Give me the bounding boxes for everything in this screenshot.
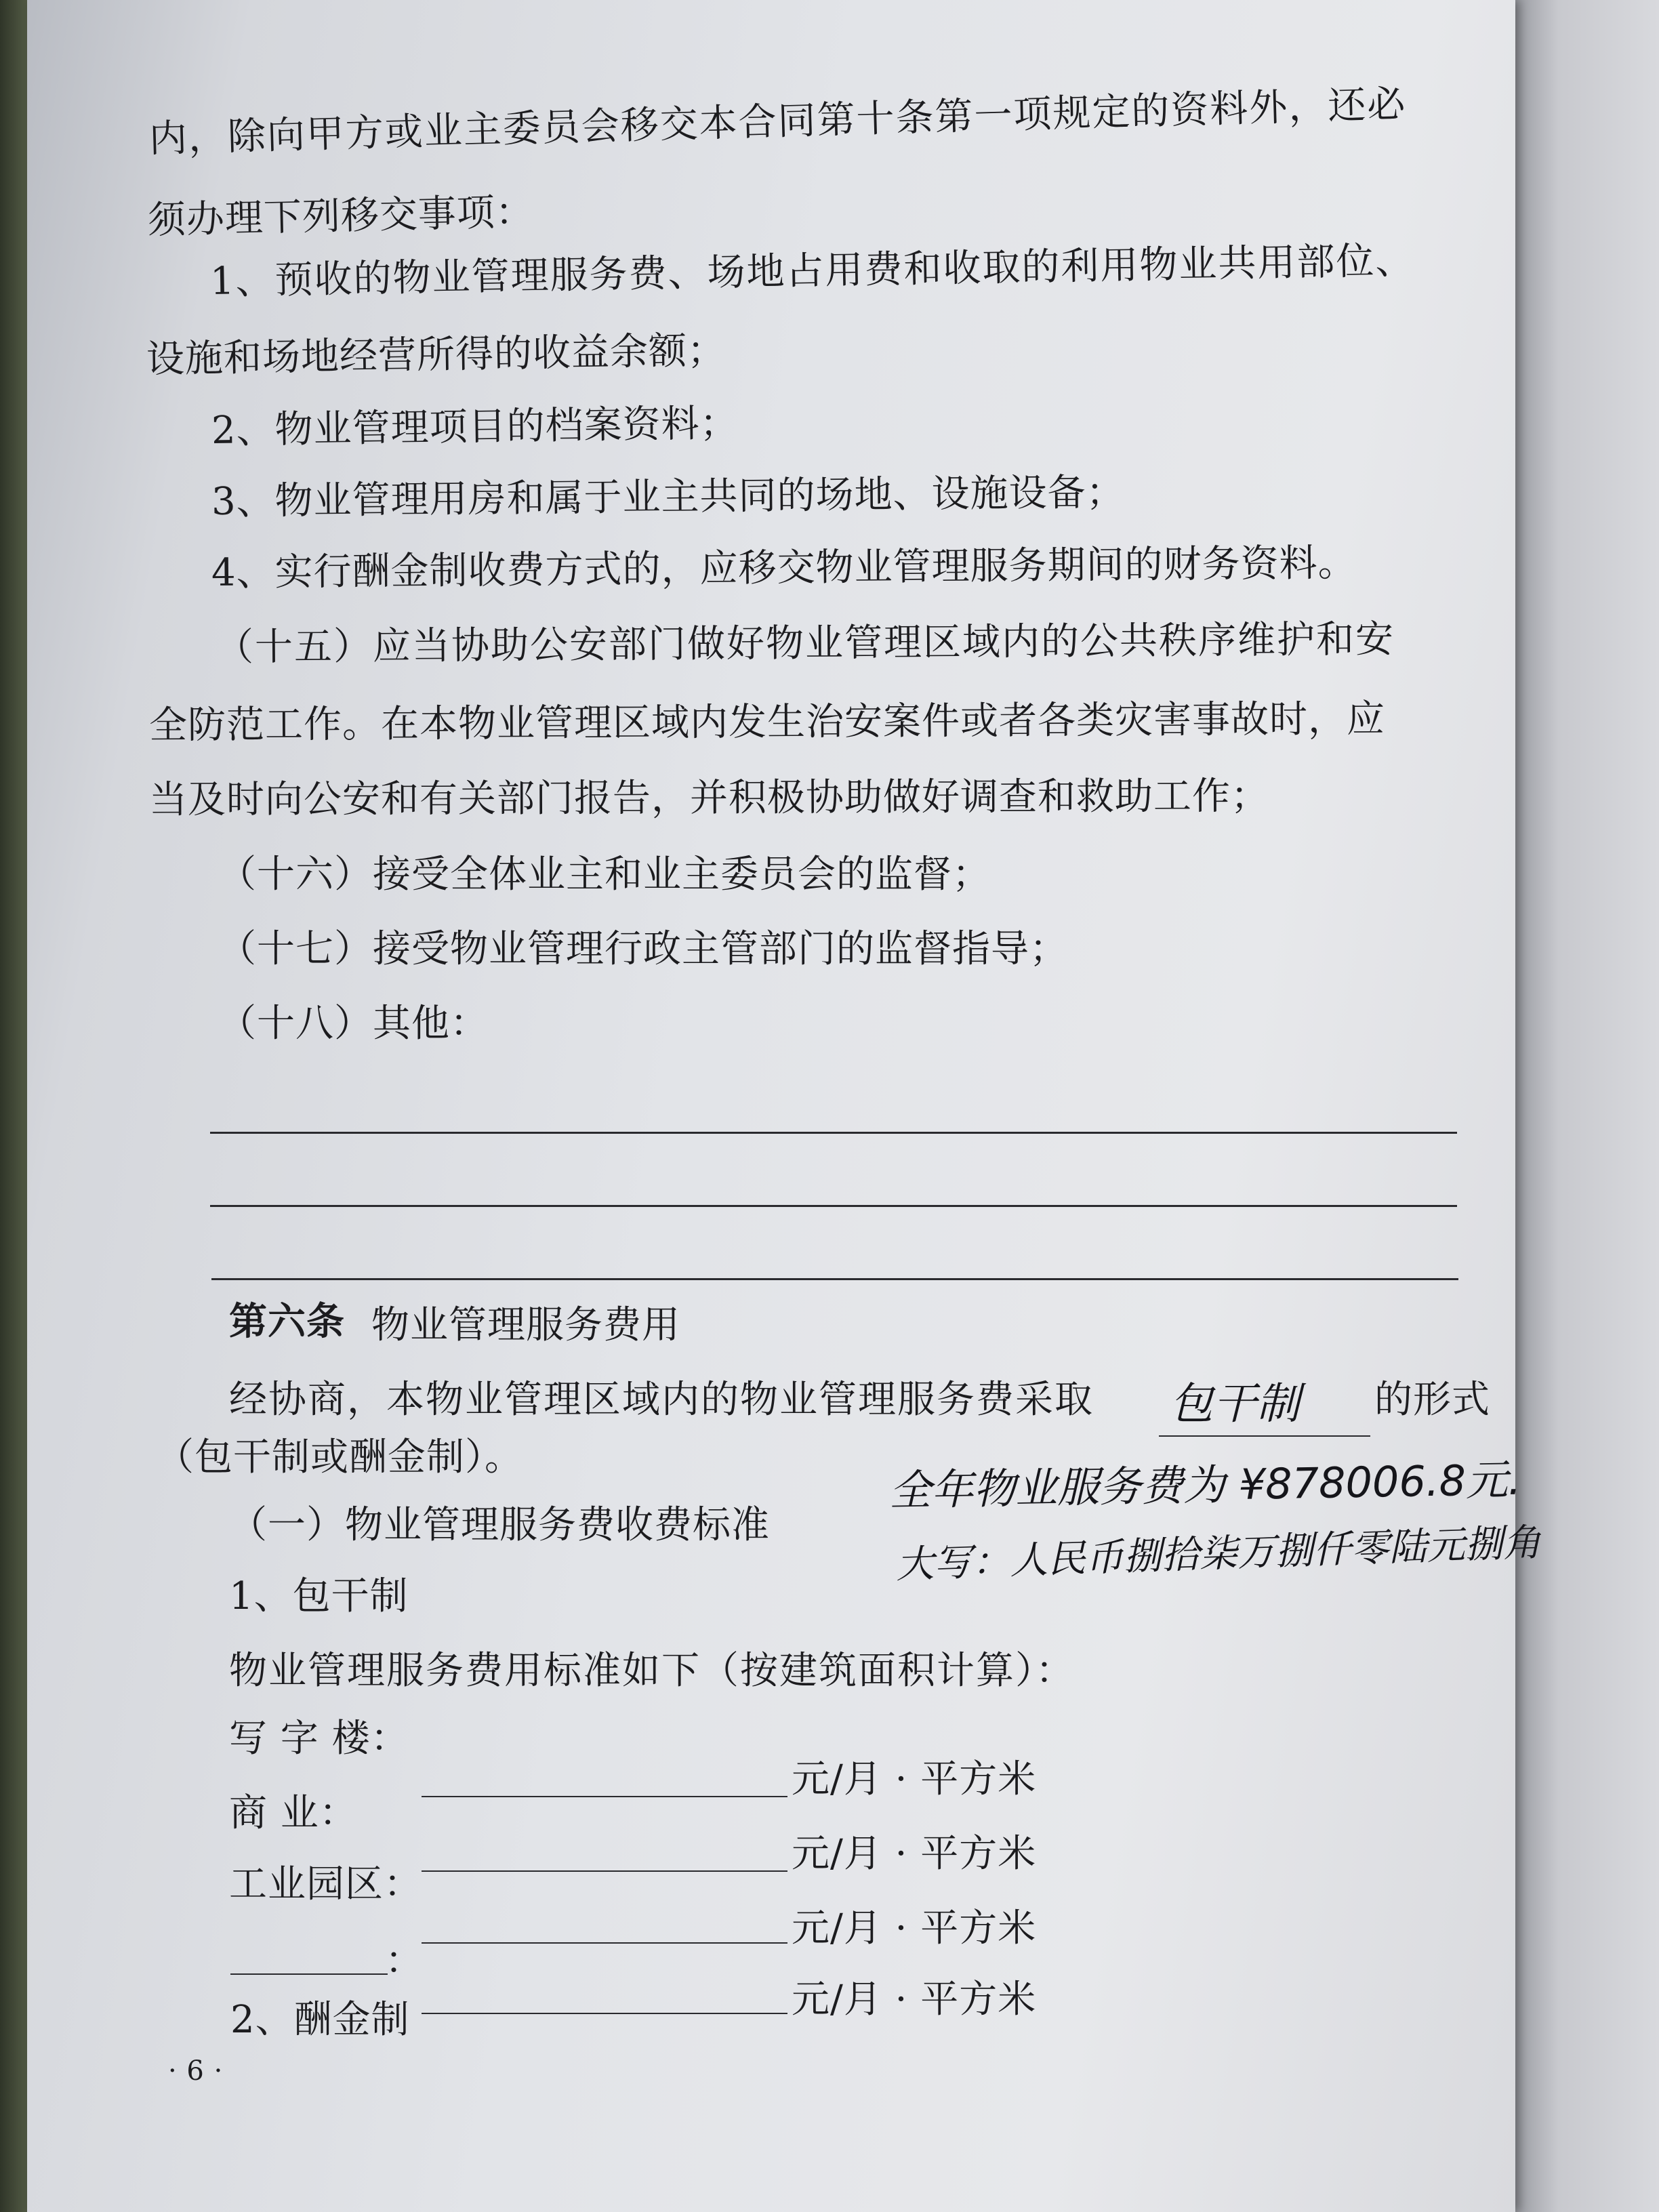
unit-label: 元/月 · 平方米 xyxy=(792,1757,1037,1801)
handwritten-amount-capital: 大写：人民币捌拾柒万捌仟零陆元捌角 xyxy=(895,1520,1542,1587)
fill-blank xyxy=(422,1870,787,1872)
text-line: （十六）接受全体业主和业主委员会的监督； xyxy=(218,853,991,897)
text-line: （十八）其他： xyxy=(218,1002,489,1046)
document-page xyxy=(27,0,1542,2212)
page-number: · 6 · xyxy=(168,2055,224,2087)
text-line: （十五）应当协助公安部门做好物业管理区域内的公共秩序维护和安 xyxy=(215,617,1395,670)
text-line: 当及时向公安和有关部门报告，并积极协助做好调查和救助工作； xyxy=(148,774,1270,822)
handwritten-mode: 包干制 xyxy=(1170,1379,1300,1429)
item-title: 2、酬金制 xyxy=(230,1998,410,2042)
handwritten-annual-fee: 全年物业服务费为 ¥878006.8元. xyxy=(888,1454,1522,1515)
text-line: 1、预收的物业管理服务费、场地占用费和收取的利用物业共用部位、 xyxy=(209,238,1415,304)
text-line: 内，除向甲方或业主委员会移交本合同第十条第一项规定的资料外，还必 xyxy=(148,82,1408,161)
rate-label: 工业园区： xyxy=(229,1862,422,1906)
text-line: 物业管理服务费用标准如下（按建筑面积计算）： xyxy=(229,1649,1075,1693)
subsection-title: （一）物业管理服务费收费标准 xyxy=(229,1503,770,1547)
article-number: 第六条 xyxy=(229,1300,345,1344)
fill-blank xyxy=(422,2013,787,2014)
blank-line xyxy=(211,1278,1458,1280)
rate-label: ： xyxy=(385,1939,424,1983)
text-line: 设施和场地经营所得的收益余额； xyxy=(146,328,726,382)
text-line: 3、物业管理用房和属于业主共同的场地、设施设备； xyxy=(211,470,1125,524)
rate-label: 商 业： xyxy=(229,1791,358,1835)
unit-label: 元/月 · 平方米 xyxy=(792,1832,1037,1876)
fill-blank xyxy=(422,1796,787,1797)
adjacent-page-edge xyxy=(1515,0,1659,2212)
fill-blank xyxy=(230,1973,388,1975)
rate-label: 写 字 楼： xyxy=(229,1717,409,1761)
text-line: 经协商，本物业管理区域内的物业管理服务费采取 xyxy=(229,1378,1094,1422)
unit-label: 元/月 · 平方米 xyxy=(792,1906,1037,1950)
text-line: （十七）接受物业管理行政主管部门的监督指导； xyxy=(218,927,1068,971)
text-line: 2、物业管理项目的档案资料； xyxy=(211,401,739,453)
article-title: 物业管理服务费用 xyxy=(371,1303,680,1347)
text-line: 的形式 xyxy=(1374,1378,1490,1422)
item-title: 1、包干制 xyxy=(229,1574,409,1618)
fill-blank xyxy=(422,1942,787,1944)
unit-label: 元/月 · 平方米 xyxy=(792,1978,1037,2022)
blank-line xyxy=(210,1205,1457,1207)
fill-blank xyxy=(1159,1435,1370,1437)
text-line: 全防范工作。在本物业管理区域内发生治安案件或者各类灾害事故时，应 xyxy=(148,697,1386,747)
text-line: 须办理下列移交事项： xyxy=(147,190,535,243)
text-line: 4、实行酬金制收费方式的，应移交物业管理服务期间的财务资料。 xyxy=(211,541,1357,595)
text-line: （包干制或酬金制）。 xyxy=(156,1435,523,1479)
blank-line xyxy=(210,1132,1457,1134)
